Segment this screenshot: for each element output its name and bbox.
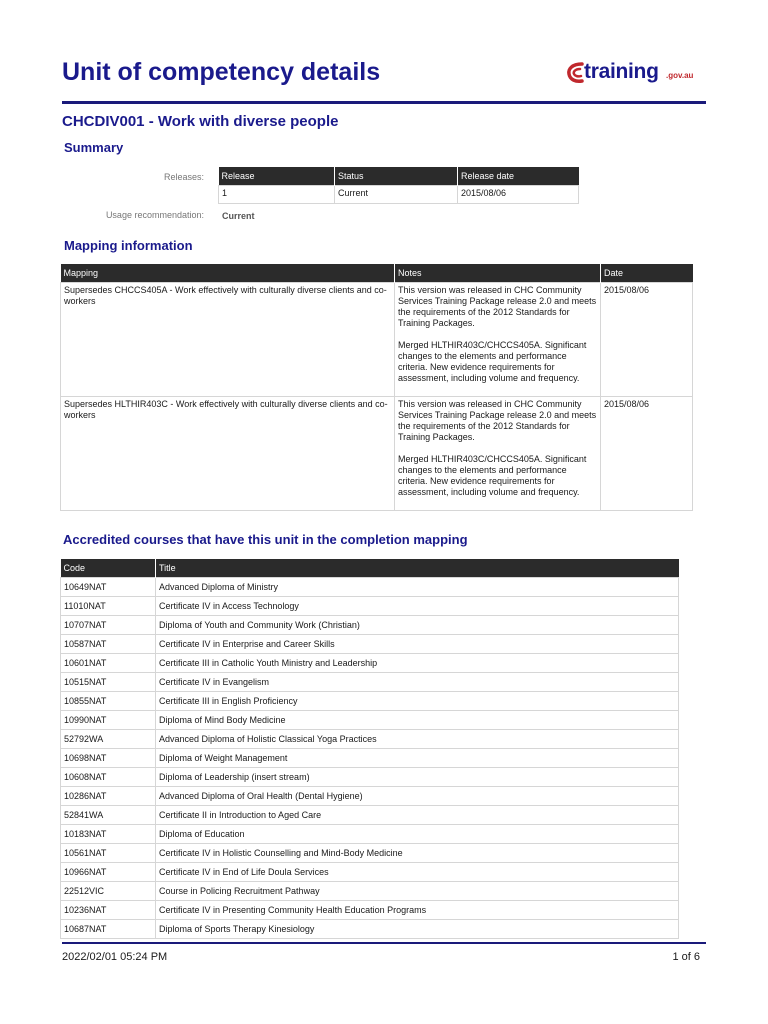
releases-header-row [219,167,579,186]
table-row [61,882,679,901]
course-title: Advanced Diploma of Oral Health (Dental Hygiene) [156,787,679,806]
logo-swoosh-icon [566,60,586,88]
table-row [61,711,679,730]
release-date: 2015/08/06 [458,186,579,204]
logo-wordmark: training [584,60,659,83]
mapping-cell: Supersedes HLTHIR403C - Work effectively with culturally diverse clients and co-workers [61,397,395,511]
release-number: 1 [219,186,335,204]
mapping-cell: Supersedes CHCCS405A - Work effectively with culturally diverse clients and co-workers [61,283,395,397]
date-cell: 2015/08/06 [601,397,693,511]
table-row [61,635,679,654]
courses-col-header: Title [156,559,679,578]
table-row [61,616,679,635]
courses-header-row [61,559,679,578]
notes-paragraph: Merged HLTHIR403C/CHCCS405A. Significant changes to the elements and performance criteria. New evidence requirements for assessment, including volume and frequency. [398,454,587,497]
course-code: 11010NAT [61,597,156,616]
course-code: 10561NAT [61,844,156,863]
releases-col-header: Status [335,167,458,186]
table-row [61,692,679,711]
course-title: Diploma of Leadership (insert stream) [156,768,679,787]
mapping-col-header: Mapping [61,264,395,283]
course-title: Certificate III in English Proficiency [156,692,679,711]
table-row [61,654,679,673]
course-code: 10707NAT [61,616,156,635]
release-status: Current [335,186,458,204]
table-row [61,730,679,749]
summary-heading: Summary [64,140,124,155]
course-title: Advanced Diploma of Holistic Classical Yoga Practices [156,730,679,749]
table-row [61,844,679,863]
notes-paragraph: This version was released in CHC Community Services Training Package release 2.0 and meets the requirements of the 2012 Standards for Training Packages. [398,285,597,328]
releases-label: Releases: [163,172,204,182]
course-title: Certificate IV in Access Technology [156,597,679,616]
logo-suffix: .gov.au [666,71,694,80]
page-number: 1 of 6 [672,951,700,963]
table-row [61,863,679,882]
course-title: Diploma of Education [156,825,679,844]
table-row [61,920,679,939]
notes-cell [395,283,601,397]
usage-label: Usage recommendation: [105,210,204,220]
table-row [61,768,679,787]
notes-cell [395,397,601,511]
footer-divider [62,942,706,944]
table-row [61,749,679,768]
course-title: Diploma of Youth and Community Work (Christian) [156,616,679,635]
course-code: 10990NAT [61,711,156,730]
course-code: 10183NAT [61,825,156,844]
course-title: Diploma of Weight Management [156,749,679,768]
table-row [61,578,679,597]
releases-table [218,167,579,204]
mapping-col-header: Date [601,264,693,283]
course-title: Course in Policing Recruitment Pathway [156,882,679,901]
course-code: 10649NAT [61,578,156,597]
course-code: 10855NAT [61,692,156,711]
date-cell: 2015/08/06 [601,283,693,397]
table-row [61,597,679,616]
training-logo[interactable] [566,60,698,90]
course-title: Certificate IV in End of Life Doula Services [156,863,679,882]
course-title: Certificate II in Introduction to Aged Care [156,806,679,825]
course-title: Certificate III in Catholic Youth Ministry and Leadership [156,654,679,673]
course-code: 10698NAT [61,749,156,768]
table-row [219,186,579,204]
table-row [61,283,693,397]
releases-col-header: Release date [458,167,579,186]
course-code: 10966NAT [61,863,156,882]
course-title: Certificate IV in Presenting Community Health Education Programs [156,901,679,920]
course-code: 10687NAT [61,920,156,939]
unit-heading: CHCDIV001 - Work with diverse people [62,113,339,130]
table-row [61,901,679,920]
courses-table [60,559,679,939]
courses-col-header: Code [61,559,156,578]
releases-col-header: Release [219,167,335,186]
title-divider [62,101,706,104]
course-code: 52841WA [61,806,156,825]
notes-paragraph: Merged HLTHIR403C/CHCCS405A. Significant changes to the elements and performance criteria. New evidence requirements for assessment, including volume and frequency. [398,340,587,383]
course-title: Diploma of Mind Body Medicine [156,711,679,730]
table-row [61,806,679,825]
footer-timestamp: 2022/02/01 05:24 PM [62,951,168,963]
course-title: Certificate IV in Holistic Counselling and Mind-Body Medicine [156,844,679,863]
table-row [61,673,679,692]
mapping-col-header: Notes [395,264,601,283]
mapping-heading: Mapping information [64,238,193,253]
table-row [61,397,693,511]
course-code: 10236NAT [61,901,156,920]
course-code: 10608NAT [61,768,156,787]
course-code: 10286NAT [61,787,156,806]
page-title: Unit of competency details [62,58,381,86]
course-code: 22512VIC [61,882,156,901]
usage-value: Current [222,211,255,221]
table-row [61,787,679,806]
table-row [61,825,679,844]
course-code: 52792WA [61,730,156,749]
course-title: Diploma of Sports Therapy Kinesiology [156,920,679,939]
course-title: Certificate IV in Enterprise and Career Skills [156,635,679,654]
course-code: 10587NAT [61,635,156,654]
course-title: Advanced Diploma of Ministry [156,578,679,597]
course-code: 10515NAT [61,673,156,692]
courses-body [61,578,679,939]
courses-heading: Accredited courses that have this unit in the completion mapping [63,532,468,547]
course-code: 10601NAT [61,654,156,673]
mapping-table [60,264,693,511]
course-title: Certificate IV in Evangelism [156,673,679,692]
notes-paragraph: This version was released in CHC Community Services Training Package release 2.0 and meets the requirements of the 2012 Standards for Training Packages. [398,399,597,442]
mapping-header-row [61,264,693,283]
